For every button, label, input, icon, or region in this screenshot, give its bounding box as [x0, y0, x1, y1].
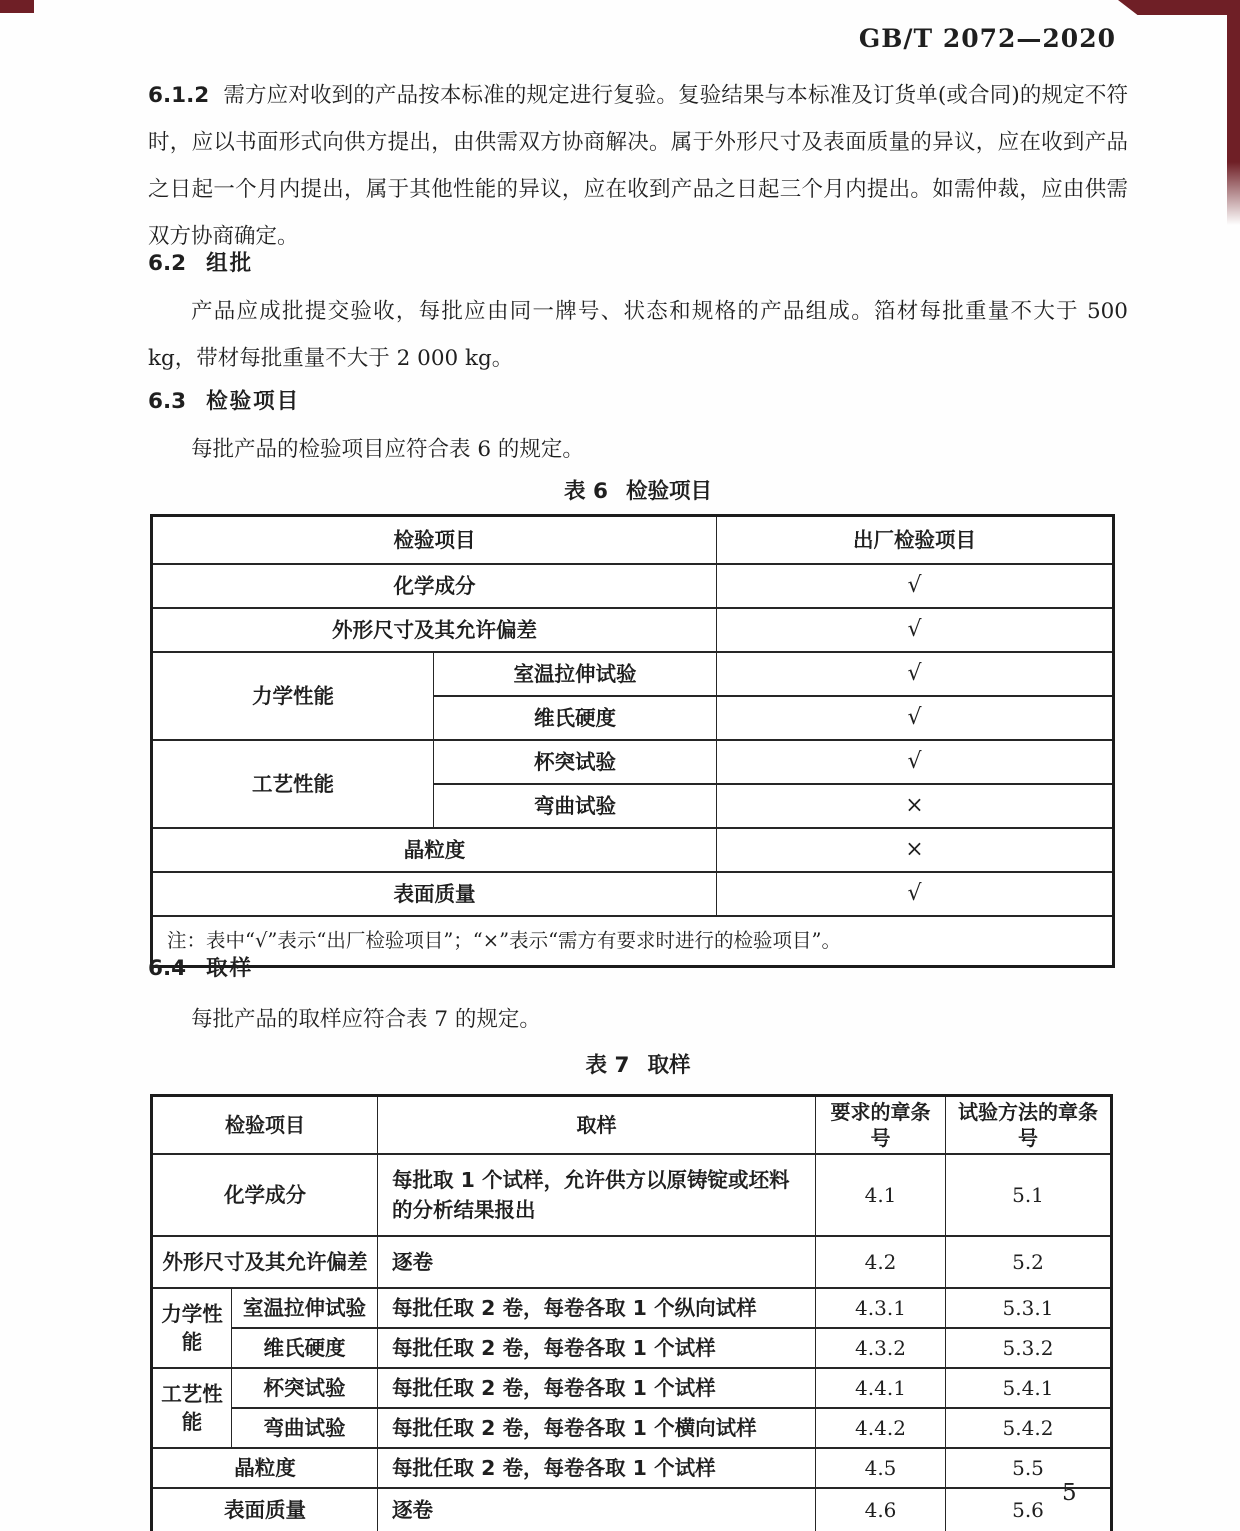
- section-heading-6-3: [148, 388, 300, 416]
- clause-6-1-2-text: 需方应对收到的产品按本标准的规定进行复验。复验结果与本标准及订货单(或合同)的规定不符时，应以书面形式向供方提出，由供需双方协商解决。属于外形尺寸及表面质量的异议，应在收到产品之日起一个月内提出，属于其他性能的异议，应在收到产品之日起三个月内提出。如需仲裁，应由供需双方协商确定。: [148, 83, 1128, 249]
- requirement-clause-number: 4.3.2: [816, 1328, 946, 1368]
- requirement-clause-number: 4.4.2: [816, 1408, 946, 1448]
- standard-number-header: GB/T 2072—2020: [858, 24, 1116, 53]
- table-row: [152, 1288, 1112, 1328]
- table-6-item-dimensions: 外形尺寸及其允许偏差: [152, 608, 717, 652]
- requirement-clause-number: 4.5: [816, 1448, 946, 1488]
- table-row: [152, 1448, 1112, 1488]
- table-7-col-header-method: 试验方法的章条号: [946, 1096, 1112, 1155]
- cross-mark: ×: [717, 784, 1114, 828]
- table-7-caption: [148, 1048, 1128, 1079]
- method-clause-number: 5.5: [946, 1448, 1112, 1488]
- page-number: 5: [1062, 1480, 1077, 1506]
- section-6-2-number: 6.2: [148, 251, 187, 276]
- table-7-sampling-grain: 每批任取 2 卷，每卷各取 1 个试样: [378, 1448, 816, 1488]
- table-7-col-header-requirement: 要求的章条号: [816, 1096, 946, 1155]
- table-row: [152, 740, 1114, 784]
- table-6-note-row: [152, 916, 1114, 967]
- table-7-item-chemical: 化学成分: [152, 1154, 378, 1236]
- check-mark: √: [717, 740, 1114, 784]
- table-6-caption: [148, 474, 1128, 505]
- method-clause-number: 5.3.1: [946, 1288, 1112, 1328]
- table-6-item-bending: 弯曲试验: [434, 784, 717, 828]
- table-6-item-chemical: 化学成分: [152, 564, 717, 608]
- scan-edge-top-left: [0, 0, 34, 13]
- table-6-caption-number: 表 6: [564, 479, 608, 504]
- table-6-item-vickers: 维氏硬度: [434, 696, 717, 740]
- table-7-header-row: [152, 1096, 1112, 1155]
- table-6-group-mechanical: 力学性能: [152, 652, 434, 740]
- requirement-clause-number: 4.2: [816, 1236, 946, 1288]
- clause-6-3-paragraph: 每批产品的检验项目应符合表 6 的规定。: [191, 437, 584, 462]
- cross-mark: ×: [717, 828, 1114, 872]
- method-clause-number: 5.1: [946, 1154, 1112, 1236]
- table-row: [152, 828, 1114, 872]
- table-7-sampling-surface: 逐卷: [378, 1488, 816, 1531]
- check-mark: √: [717, 872, 1114, 916]
- scan-edge-right: [1227, 0, 1240, 225]
- table-7-caption-title: 取样: [647, 1053, 691, 1078]
- requirement-clause-number: 4.4.1: [816, 1368, 946, 1408]
- table-7-sampling-dimensions: 逐卷: [378, 1236, 816, 1288]
- clause-6-4-paragraph: 每批产品的取样应符合表 7 的规定。: [191, 1007, 541, 1032]
- table-row: [152, 1154, 1112, 1236]
- check-mark: √: [717, 696, 1114, 740]
- table-row: [152, 564, 1114, 608]
- table-7-caption-number: 表 7: [585, 1053, 630, 1078]
- table-6-item-surface: 表面质量: [152, 872, 717, 916]
- requirement-clause-number: 4.1: [816, 1154, 946, 1236]
- requirement-clause-number: 4.6: [816, 1488, 946, 1531]
- table-7-col-header-item: 检验项目: [152, 1096, 378, 1155]
- table-row: [152, 652, 1114, 696]
- check-mark: √: [717, 564, 1114, 608]
- table-row: [152, 608, 1114, 652]
- table-7-sampling: [150, 1094, 1113, 1531]
- table-7-item-cupping: 杯突试验: [232, 1368, 378, 1408]
- table-7-item-surface: 表面质量: [152, 1488, 378, 1531]
- method-clause-number: 5.2: [946, 1236, 1112, 1288]
- section-6-4-number: 6.4: [148, 956, 187, 981]
- table-7-sampling-vickers: 每批任取 2 卷，每卷各取 1 个试样: [378, 1328, 816, 1368]
- check-mark: √: [717, 652, 1114, 696]
- section-6-3-title: 检验项目: [206, 389, 301, 414]
- method-clause-number: 5.3.2: [946, 1328, 1112, 1368]
- table-7-sampling-cupping: 每批任取 2 卷，每卷各取 1 个试样: [378, 1368, 816, 1408]
- table-7-item-bending: 弯曲试验: [232, 1408, 378, 1448]
- table-row: [152, 1408, 1112, 1448]
- table-7-col-header-sampling: 取样: [378, 1096, 816, 1155]
- section-heading-6-2: [148, 250, 253, 278]
- method-clause-number: 5.6: [946, 1488, 1112, 1531]
- table-6-group-process: 工艺性能: [152, 740, 434, 828]
- scan-edge-top-right: [1118, 0, 1240, 15]
- section-6-4-title: 取样: [206, 956, 254, 981]
- table-6-caption-title: 检验项目: [625, 479, 712, 504]
- section-6-2-title: 组批: [206, 251, 254, 276]
- table-7-item-vickers: 维氏硬度: [232, 1328, 378, 1368]
- table-row: [152, 1368, 1112, 1408]
- table-row: [152, 872, 1114, 916]
- table-7-item-grain: 晶粒度: [152, 1448, 378, 1488]
- table-6-item-cupping: 杯突试验: [434, 740, 717, 784]
- clause-6-2-paragraph: 产品应成批提交验收，每批应由同一牌号、状态和规格的产品组成。箔材每批重量不大于 500 kg，带材每批重量不大于 2 000 kg。: [148, 299, 1128, 371]
- section-6-3-number: 6.3: [148, 389, 187, 414]
- table-7-group-process: 工艺性能: [152, 1368, 232, 1448]
- table-7-sampling-chemical: 每批取 1 个试样，允许供方以原铸锭或坯料的分析结果报出: [378, 1154, 816, 1236]
- section-heading-6-4: [148, 955, 253, 983]
- table-row: [152, 1328, 1112, 1368]
- table-7-item-dimensions: 外形尺寸及其允许偏差: [152, 1236, 378, 1288]
- table-6-col-header-factory: 出厂检验项目: [717, 516, 1114, 565]
- table-6-note: 注：表中“√”表示“出厂检验项目”；“×”表示“需方有要求时进行的检验项目”。: [152, 916, 1114, 967]
- check-mark: √: [717, 608, 1114, 652]
- table-7-group-mechanical: 力学性能: [152, 1288, 232, 1368]
- table-6-header-row: [152, 516, 1114, 565]
- clause-6-1-2-number: 6.1.2: [148, 83, 210, 108]
- table-6-item-tensile: 室温拉伸试验: [434, 652, 717, 696]
- table-6-col-header-item: 检验项目: [152, 516, 717, 565]
- table-7-item-tensile: 室温拉伸试验: [232, 1288, 378, 1328]
- table-row: [152, 1488, 1112, 1531]
- table-6-item-grain: 晶粒度: [152, 828, 717, 872]
- method-clause-number: 5.4.2: [946, 1408, 1112, 1448]
- requirement-clause-number: 4.3.1: [816, 1288, 946, 1328]
- method-clause-number: 5.4.1: [946, 1368, 1112, 1408]
- table-6-inspection-items: [150, 514, 1115, 968]
- table-row: [152, 1236, 1112, 1288]
- table-7-sampling-tensile: 每批任取 2 卷，每卷各取 1 个纵向试样: [378, 1288, 816, 1328]
- clause-6-1-2-paragraph: [148, 72, 1128, 260]
- table-7-sampling-bending: 每批任取 2 卷，每卷各取 1 个横向试样: [378, 1408, 816, 1448]
